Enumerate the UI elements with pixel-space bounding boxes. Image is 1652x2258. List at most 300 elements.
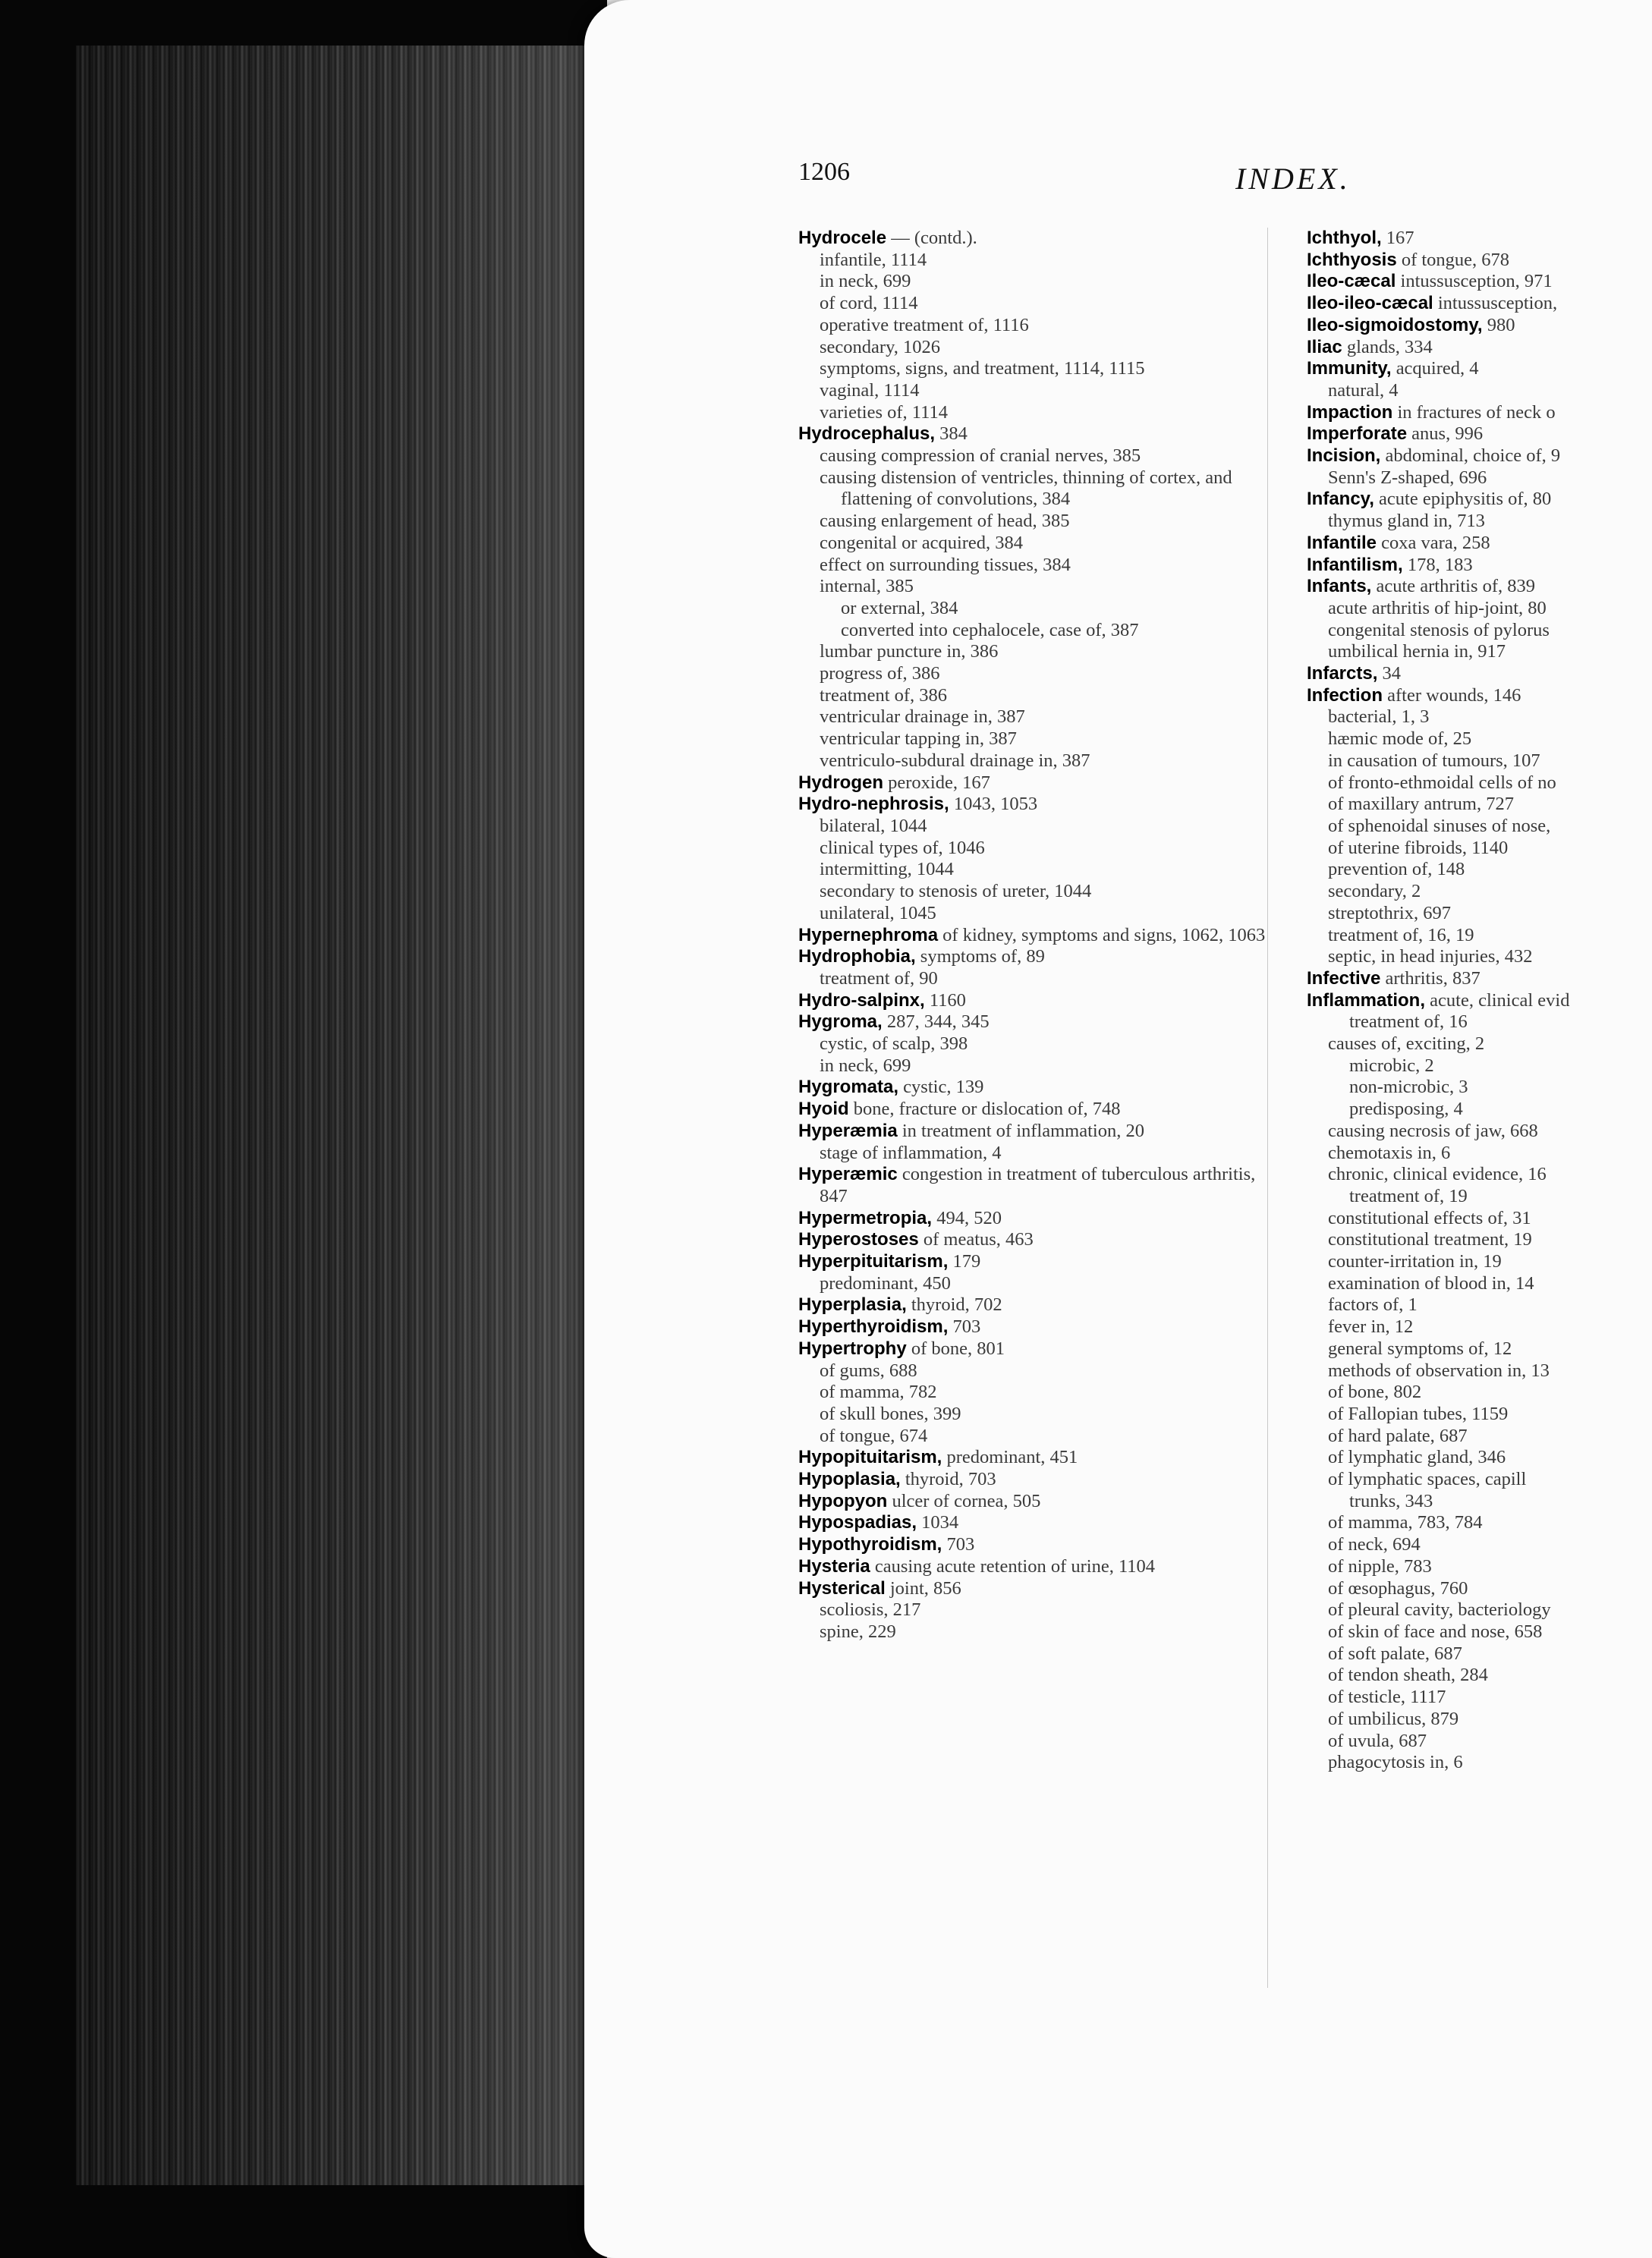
index-subentry — [1307, 1382, 1652, 1404]
index-entry-text: treatment of, 19 — [1349, 1185, 1468, 1206]
index-entry-text: fever in, 12 — [1328, 1316, 1414, 1338]
index-entry-text: varieties of, 1114 — [820, 401, 948, 423]
index-entry-text: arthritis, 837 — [1380, 967, 1481, 989]
index-entry — [798, 1229, 1276, 1251]
index-subentry — [798, 271, 1276, 293]
index-entry — [798, 1512, 1276, 1534]
index-entry-text: internal, 385 — [820, 576, 914, 597]
index-entry-text: infantile, 1114 — [820, 249, 927, 270]
index-entry-text: of umbilicus, 879 — [1328, 1708, 1459, 1729]
index-subentry — [1307, 1360, 1652, 1382]
index-subentry — [1307, 1512, 1652, 1534]
index-subentry — [1307, 1229, 1652, 1251]
index-subentry — [1307, 838, 1652, 860]
index-entry-text: chronic, clinical evidence, 16 — [1328, 1164, 1547, 1185]
index-entry-text: 494, 520 — [932, 1207, 1002, 1228]
index-entry-text: anus, 996 — [1407, 423, 1484, 445]
index-subentry — [798, 1360, 1276, 1382]
index-entry-text: factors of, 1 — [1328, 1294, 1418, 1316]
index-entry-text: causing necrosis of jaw, 668 — [1328, 1120, 1538, 1141]
index-entry — [798, 925, 1276, 947]
index-entry-text: acquired, 4 — [1391, 358, 1479, 379]
index-entry — [798, 1491, 1276, 1513]
index-subentry — [798, 903, 1276, 925]
index-subentry — [798, 1055, 1276, 1077]
index-headword: Ichthyosis — [1307, 249, 1397, 270]
index-headword: Incision, — [1307, 445, 1381, 467]
index-subentry — [1307, 728, 1652, 750]
index-entry-text: non-microbic, 3 — [1349, 1077, 1468, 1098]
index-entry-text: of testicle, 1117 — [1328, 1687, 1446, 1708]
index-entry-text: acute arthritis of, 839 — [1371, 576, 1536, 597]
index-entry-text: in fractures of neck o — [1392, 401, 1556, 423]
index-entry-text: — (contd.). — [886, 228, 977, 248]
index-entry-text: microbic, 2 — [1349, 1055, 1434, 1076]
index-subentry — [1307, 1338, 1652, 1360]
index-entry — [798, 1208, 1276, 1230]
index-subentry — [1307, 903, 1652, 925]
index-headword: Hydro-salpinx, — [798, 989, 925, 1011]
index-entry-text: 703 — [948, 1316, 981, 1338]
index-entry-text: operative treatment of, 1116 — [820, 314, 1029, 335]
index-entry-text: of lymphatic spaces, capill — [1328, 1469, 1527, 1490]
index-entry — [1307, 337, 1652, 359]
index-subentry — [798, 728, 1276, 750]
index-entry-text: 1034 — [917, 1512, 959, 1533]
index-subentry — [798, 706, 1276, 728]
index-subentry — [798, 859, 1276, 881]
index-entry-text: symptoms, signs, and treatment, 1114, 1115 — [820, 358, 1145, 379]
index-entry-text: 384 — [935, 423, 968, 445]
index-entry-text: coxa vara, 258 — [1377, 532, 1490, 553]
index-entry-text: in neck, 699 — [820, 1055, 911, 1076]
index-entry-text: intermitting, 1044 — [820, 859, 954, 880]
index-headword: Hydrocele — [798, 228, 887, 248]
index-entry-text: spine, 229 — [820, 1621, 896, 1642]
index-entry — [1307, 402, 1652, 424]
index-subentry — [798, 315, 1276, 337]
index-entry-text: of tongue, 674 — [820, 1425, 928, 1446]
index-entry-text: septic, in head injuries, 432 — [1328, 946, 1533, 967]
index-headword: Hypoplasia, — [798, 1469, 901, 1490]
index-entry-text: umbilical hernia in, 917 — [1328, 641, 1506, 662]
index-headword: Infarcts, — [1307, 663, 1378, 684]
index-entry-text: 1043, 1053 — [949, 794, 1038, 815]
index-entry-text: natural, 4 — [1328, 379, 1399, 401]
index-entry-text: predisposing, 4 — [1349, 1099, 1463, 1120]
index-entry — [798, 1578, 1276, 1600]
index-headword: Ileo-cæcal — [1307, 271, 1396, 292]
index-subentry — [798, 1273, 1276, 1295]
index-headword: Hypernephroma — [798, 924, 939, 945]
index-entry-text: clinical types of, 1046 — [820, 837, 985, 858]
index-entry — [1307, 228, 1652, 250]
index-entry — [798, 1011, 1276, 1033]
index-entry-text: glands, 334 — [1342, 336, 1433, 357]
index-subentry — [1307, 881, 1652, 903]
index-entry-text: of œsophagus, 760 — [1328, 1577, 1468, 1599]
index-entry-text: acute arthritis of hip-joint, 80 — [1328, 597, 1547, 618]
index-headword: Infantilism, — [1307, 554, 1403, 575]
index-subentry — [798, 685, 1276, 707]
index-entry-text: congenital or acquired, 384 — [820, 532, 1024, 553]
index-entry — [1307, 555, 1652, 577]
column-divider — [1267, 228, 1268, 1988]
index-headword: Hyperthyroidism, — [798, 1316, 949, 1338]
index-entry-text: of skull bones, 399 — [820, 1403, 961, 1424]
index-entry — [798, 1338, 1276, 1360]
index-entry — [798, 1469, 1276, 1491]
index-entry — [1307, 685, 1652, 707]
index-entry — [798, 1121, 1276, 1143]
index-headword: Hysteria — [798, 1555, 870, 1577]
index-entry-text: progress of, 386 — [820, 663, 940, 684]
index-headword: Iliac — [1307, 336, 1342, 357]
page-number: 1206 — [798, 158, 850, 186]
index-entry — [798, 1294, 1276, 1316]
index-entry-text: ventricular tapping in, 387 — [820, 728, 1017, 750]
index-subentry — [798, 816, 1276, 838]
index-entry-text: causing enlargement of head, 385 — [820, 511, 1070, 532]
index-entry — [798, 423, 1276, 445]
index-entry-text: joint, 856 — [885, 1577, 961, 1599]
index-headword: Infection — [1307, 684, 1383, 706]
index-column-left — [798, 228, 1276, 1643]
index-subentry — [1307, 816, 1652, 838]
index-subentry — [798, 380, 1276, 402]
index-entry-text: acute epiphysitis of, 80 — [1374, 489, 1552, 510]
index-entry-text: secondary to stenosis of ureter, 1044 — [820, 881, 1092, 902]
index-subentry — [1307, 511, 1652, 533]
index-subentry — [1307, 1687, 1652, 1709]
index-entry-text: of mamma, 783, 784 — [1328, 1512, 1483, 1533]
index-subentry — [798, 533, 1276, 555]
index-entry-text: cystic, of scalp, 398 — [820, 1033, 968, 1055]
index-entry-text: Senn's Z-shaped, 696 — [1328, 467, 1487, 488]
index-entry — [798, 1534, 1276, 1556]
index-headword: Ileo-ileo-cæcal — [1307, 293, 1433, 314]
index-subentry — [798, 838, 1276, 860]
index-entry-text: general symptoms of, 12 — [1328, 1338, 1512, 1359]
index-subentry — [1307, 598, 1652, 620]
index-subentry — [1307, 1033, 1652, 1055]
index-headword: Hydro-nephrosis, — [798, 794, 949, 815]
index-subentry — [798, 358, 1276, 380]
index-entry-text: of fronto-ethmoidal cells of no — [1328, 772, 1556, 793]
index-subentry — [1307, 706, 1652, 728]
index-entry-text: 167 — [1381, 228, 1414, 248]
index-entry — [1307, 445, 1652, 467]
index-headword: Hyperostoses — [798, 1229, 919, 1250]
index-entry-text: of soft palate, 687 — [1328, 1643, 1462, 1664]
index-headword: Ileo-sigmoidostomy, — [1307, 314, 1483, 335]
index-entry-text: congestion in treatment of tuberculous arthritis, 847 — [820, 1164, 1256, 1206]
index-headword: Hypopyon — [798, 1490, 888, 1511]
index-entry-text: lumbar puncture in, 386 — [820, 641, 999, 662]
index-subentry — [1307, 1621, 1652, 1643]
index-subentry — [798, 1143, 1276, 1165]
index-subentry — [1307, 1599, 1652, 1621]
index-headword: Infantile — [1307, 532, 1377, 553]
index-entry-text: of neck, 694 — [1328, 1534, 1421, 1555]
index-entry-text: congenital stenosis of pylorus — [1328, 619, 1550, 640]
index-subentry — [798, 250, 1276, 272]
index-entry — [798, 1316, 1276, 1338]
index-entry-text: 703 — [942, 1534, 975, 1555]
index-entry — [1307, 423, 1652, 445]
index-subentry — [1307, 1709, 1652, 1731]
index-headword: Hyperæmia — [798, 1120, 898, 1141]
index-entry-text: of cord, 1114 — [820, 293, 918, 314]
index-subentry — [798, 1621, 1276, 1643]
index-column-right — [1307, 228, 1652, 1774]
index-subentry — [1307, 1055, 1652, 1077]
index-headword: Hysterical — [798, 1577, 886, 1599]
index-headword: Infective — [1307, 967, 1381, 989]
index-headword: Inflammation, — [1307, 989, 1426, 1011]
index-entry-text: 287, 344, 345 — [882, 1011, 990, 1033]
index-entry-text: 1160 — [924, 989, 966, 1011]
index-entry-text: streptothrix, 697 — [1328, 902, 1451, 923]
index-subentry — [798, 445, 1276, 467]
index-entry-text: of pleural cavity, bacteriology — [1328, 1599, 1551, 1621]
index-entry-text: trunks, 343 — [1349, 1490, 1433, 1511]
index-headword: Impaction — [1307, 401, 1393, 423]
index-entry-text: acute, clinical evid — [1425, 989, 1570, 1011]
index-entry-text: of skin of face and nose, 658 — [1328, 1621, 1543, 1642]
index-entry-text: symptoms of, 89 — [915, 946, 1045, 967]
index-subentry — [1307, 380, 1652, 402]
index-headword: Hygromata, — [798, 1077, 899, 1098]
index-subentry — [1307, 1556, 1652, 1578]
index-entry — [1307, 315, 1652, 337]
index-headword: Hypertrophy — [798, 1338, 907, 1359]
index-entry-text: 179 — [948, 1251, 981, 1272]
index-entry-text: of meatus, 463 — [918, 1229, 1034, 1250]
index-entry-text: of lymphatic gland, 346 — [1328, 1447, 1506, 1468]
index-subentry — [1307, 1121, 1652, 1143]
index-entry-text: of uvula, 687 — [1328, 1730, 1427, 1751]
index-entry-text: unilateral, 1045 — [820, 902, 936, 923]
index-headword: Imperforate — [1307, 423, 1408, 445]
index-entry — [1307, 250, 1652, 272]
index-headword: Infants, — [1307, 576, 1372, 597]
index-entry — [1307, 576, 1652, 598]
index-entry-text: predominant, 450 — [820, 1272, 951, 1294]
index-subentry — [798, 598, 1276, 620]
index-entry-text: bone, fracture or dislocation of, 748 — [848, 1099, 1121, 1120]
index-headword: Infancy, — [1307, 489, 1374, 510]
index-headword: Hypermetropia, — [798, 1207, 933, 1228]
index-entry-text: treatment of, 386 — [820, 684, 948, 706]
index-entry-text: ventricular drainage in, 387 — [820, 706, 1025, 728]
index-entry-text: in causation of tumours, 107 — [1328, 750, 1540, 771]
index-entry-text: bilateral, 1044 — [820, 815, 927, 836]
index-entry — [798, 794, 1276, 816]
index-subentry — [1307, 1404, 1652, 1426]
index-subentry — [1307, 794, 1652, 816]
index-entry-text: of sphenoidal sinuses of nose, — [1328, 815, 1551, 836]
index-subentry — [1307, 467, 1652, 489]
index-entry-text: of tongue, 678 — [1396, 249, 1510, 270]
index-entry-text: examination of blood in, 14 — [1328, 1272, 1534, 1294]
index-entry-text: of hard palate, 687 — [1328, 1425, 1468, 1446]
index-entry-text: 178, 183 — [1402, 554, 1473, 575]
index-subentry — [798, 750, 1276, 772]
index-entry-text: thyroid, 702 — [906, 1294, 1002, 1316]
index-subentry — [1307, 1447, 1652, 1469]
index-entry-text: 980 — [1482, 314, 1515, 335]
index-entry-text: 34 — [1377, 663, 1401, 684]
index-entry — [1307, 489, 1652, 511]
index-subentry — [1307, 1011, 1652, 1033]
index-headword: Hypopituitarism, — [798, 1447, 942, 1468]
index-entry-text: vaginal, 1114 — [820, 379, 920, 401]
index-entry — [798, 1251, 1276, 1273]
index-headword: Ichthyol, — [1307, 228, 1382, 248]
index-subentry — [798, 467, 1276, 511]
index-entry — [1307, 533, 1652, 555]
index-subentry — [1307, 1208, 1652, 1230]
index-entry — [798, 1077, 1276, 1099]
index-entry-text: of Fallopian tubes, 1159 — [1328, 1403, 1509, 1424]
index-subentry — [798, 337, 1276, 359]
index-entry-text: of mamma, 782 — [820, 1382, 937, 1403]
index-entry-text: phagocytosis in, 6 — [1328, 1752, 1463, 1773]
index-entry-text: after wounds, 146 — [1383, 684, 1521, 706]
index-subentry — [798, 620, 1276, 642]
index-entry-text: of kidney, symptoms and signs, 1062, 1063 — [938, 924, 1266, 945]
index-entry-text: causing distension of ventricles, thinning of cortex, and flattening of convolutions, 384 — [820, 467, 1232, 510]
index-headword: Hyperplasia, — [798, 1294, 907, 1316]
index-entry-text: constitutional effects of, 31 — [1328, 1207, 1531, 1228]
index-subentry — [798, 1404, 1276, 1426]
index-entry-text: ventriculo-subdural drainage in, 387 — [820, 750, 1090, 771]
index-headword: Hypothyroidism, — [798, 1534, 942, 1555]
index-entry-text: treatment of, 16 — [1349, 1011, 1468, 1033]
index-subentry — [1307, 620, 1652, 642]
index-subentry — [798, 1382, 1276, 1404]
index-entry-text: constitutional treatment, 19 — [1328, 1229, 1532, 1250]
index-subentry — [1307, 859, 1652, 881]
index-subentry — [798, 1426, 1276, 1448]
index-subentry — [1307, 1251, 1652, 1273]
index-headword: Hydrogen — [798, 772, 884, 793]
index-entry — [1307, 990, 1652, 1012]
index-subentry — [798, 641, 1276, 663]
index-headword: Hyperæmic — [798, 1164, 898, 1185]
index-subentry — [1307, 925, 1652, 947]
index-entry-text: stage of inflammation, 4 — [820, 1142, 1002, 1163]
index-entry — [798, 228, 1276, 250]
index-subentry — [1307, 1578, 1652, 1600]
index-subentry — [1307, 1143, 1652, 1165]
index-subentry — [1307, 1665, 1652, 1687]
index-subentry — [1307, 1731, 1652, 1753]
index-subentry — [1307, 1426, 1652, 1448]
index-entry-text: of uterine fibroids, 1140 — [1328, 837, 1509, 858]
index-entry-text: hæmic mode of, 25 — [1328, 728, 1472, 750]
index-subentry — [1307, 1491, 1652, 1513]
index-entry-text: thymus gland in, 713 — [1328, 511, 1485, 532]
index-entry-text: of bone, 802 — [1328, 1382, 1422, 1403]
index-entry-text: peroxide, 167 — [883, 772, 990, 793]
index-entry-text: ulcer of cornea, 505 — [887, 1490, 1041, 1511]
index-entry — [1307, 271, 1652, 293]
index-entry-text: in treatment of inflammation, 20 — [897, 1120, 1144, 1141]
index-entry-text: causing compression of cranial nerves, 385 — [820, 445, 1141, 467]
index-subentry — [1307, 772, 1652, 794]
index-entry-text: predominant, 451 — [942, 1447, 1078, 1468]
index-entry-text: prevention of, 148 — [1328, 859, 1465, 880]
index-headword: Hygroma, — [798, 1011, 883, 1033]
index-subentry — [798, 555, 1276, 577]
index-entry-text: intussusception, 971 — [1396, 271, 1553, 292]
index-headword: Hydrocephalus, — [798, 423, 936, 445]
index-entry-text: of bone, 801 — [906, 1338, 1005, 1359]
index-entry-text: of gums, 688 — [820, 1360, 917, 1381]
index-subentry — [1307, 1164, 1652, 1186]
index-entry-text: intussusception, — [1433, 293, 1558, 314]
index-subentry — [798, 402, 1276, 424]
index-subentry — [1307, 1077, 1652, 1099]
index-subentry — [1307, 1643, 1652, 1665]
index-entry-text: converted into cephalocele, case of, 387 — [841, 619, 1139, 640]
index-subentry — [1307, 1752, 1652, 1774]
index-entry-text: effect on surrounding tissues, 384 — [820, 554, 1071, 575]
index-entry — [1307, 358, 1652, 380]
index-entry — [798, 946, 1276, 968]
index-entry — [798, 1556, 1276, 1578]
index-subentry — [798, 1033, 1276, 1055]
index-entry-text: of nipple, 783 — [1328, 1555, 1432, 1577]
index-subentry — [1307, 1316, 1652, 1338]
index-subentry — [1307, 641, 1652, 663]
index-headword: Hyperpituitarism, — [798, 1251, 949, 1272]
index-entry-text: secondary, 1026 — [820, 336, 940, 357]
index-entry — [798, 990, 1276, 1012]
index-entry-text: in neck, 699 — [820, 271, 911, 292]
index-entry — [798, 1099, 1276, 1121]
index-entry-text: or external, 384 — [841, 597, 958, 618]
index-subentry — [1307, 946, 1652, 968]
index-entry — [1307, 663, 1652, 685]
index-headword: Hydrophobia, — [798, 946, 916, 967]
index-subentry — [798, 576, 1276, 598]
index-entry-text: methods of observation in, 13 — [1328, 1360, 1550, 1381]
index-entry-text: causes of, exciting, 2 — [1328, 1033, 1485, 1055]
index-entry-text: treatment of, 90 — [820, 967, 938, 989]
index-subentry — [1307, 1534, 1652, 1556]
index-subentry — [798, 663, 1276, 685]
index-headword: Hyoid — [798, 1099, 849, 1120]
index-entry — [1307, 293, 1652, 315]
index-subentry — [1307, 1294, 1652, 1316]
index-headword: Hypospadias, — [798, 1512, 917, 1533]
index-entry-text: of maxillary antrum, 727 — [1328, 794, 1514, 815]
index-subentry — [798, 1599, 1276, 1621]
index-subentry — [798, 511, 1276, 533]
running-head: INDEX. — [1235, 162, 1351, 196]
index-subentry — [798, 968, 1276, 990]
index-entry-text: abdominal, choice of, 9 — [1380, 445, 1561, 467]
index-subentry — [1307, 750, 1652, 772]
index-headword: Immunity, — [1307, 358, 1392, 379]
index-entry — [798, 772, 1276, 794]
page-edges-shading — [76, 46, 607, 2185]
index-entry-text: of tendon sheath, 284 — [1328, 1665, 1488, 1686]
index-subentry — [1307, 1469, 1652, 1491]
